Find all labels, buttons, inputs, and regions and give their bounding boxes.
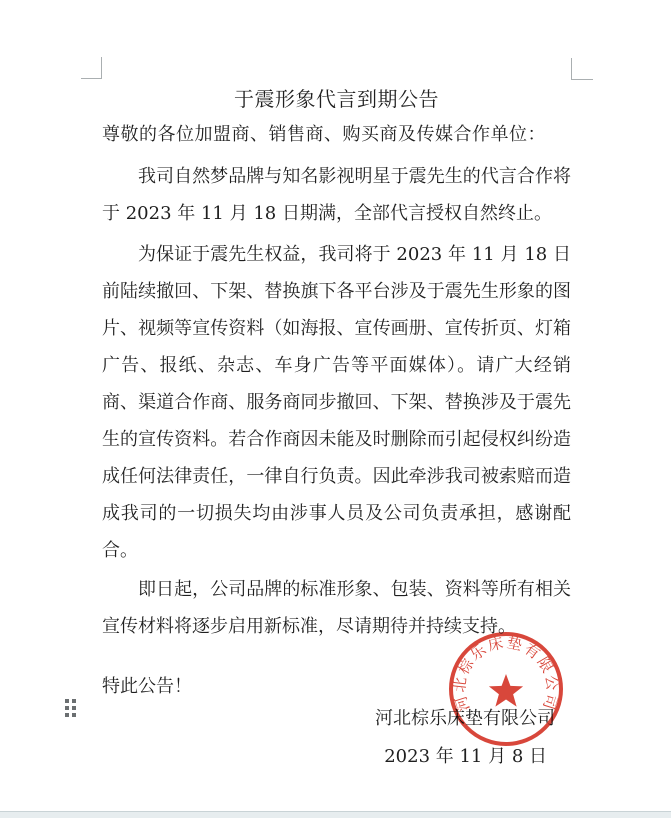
salutation: 尊敬的各位加盟商、销售商、购买商及传媒合作单位：	[102, 124, 546, 145]
paragraph-endorsement-expiry: 我司自然梦品牌与知名影视明星于震先生的代言合作将于 2023 年 11 月 18 日期满，全部代言授权自然终止。	[102, 166, 571, 224]
text-boundary-mark-top-right	[571, 58, 593, 80]
signature-date: 2023 年 11 月 8 日	[384, 746, 547, 767]
bottom-scroll-edge	[0, 811, 671, 818]
paragraph-removal-instructions: 为保证于震先生权益，我司将于 2023 年 11 月 18 日前陆续撤回、下架、替换旗下各平台涉及于震先生形象的图片、视频等宣传资料（如海报、宣传画册、宣传折页、灯箱广告、报纸、杂志、车身广告等平面媒体）。请广大经销商、渠道合作商、服务商同步撤回、下架、替换涉及于震先生的宣传资料。若合作商因未能及时删除而引起侵权纠纷造成任何法律责任，一律自行负责。因此牵涉我司被索赔而造成我司的一切损失均由涉事人员及公司负责承担，感谢配合。	[102, 244, 571, 561]
text-boundary-mark-top-left	[81, 57, 102, 79]
closing-statement: 特此公告！	[102, 676, 192, 697]
page-title: 于震形象代言到期公告	[234, 87, 439, 111]
star-icon	[489, 674, 523, 707]
object-anchor-marker	[65, 699, 76, 717]
company-seal-stamp	[441, 624, 571, 754]
signature-company-name: 河北棕乐床垫有限公司	[375, 708, 555, 729]
paragraph-new-standards: 即日起，公司品牌的标准形象、包装、资料等所有相关宣传材料将逐步启用新标准，尽请期待并持续支持。	[102, 579, 571, 637]
seal-arc-text: 河北棕乐床垫有限公司	[450, 633, 562, 714]
